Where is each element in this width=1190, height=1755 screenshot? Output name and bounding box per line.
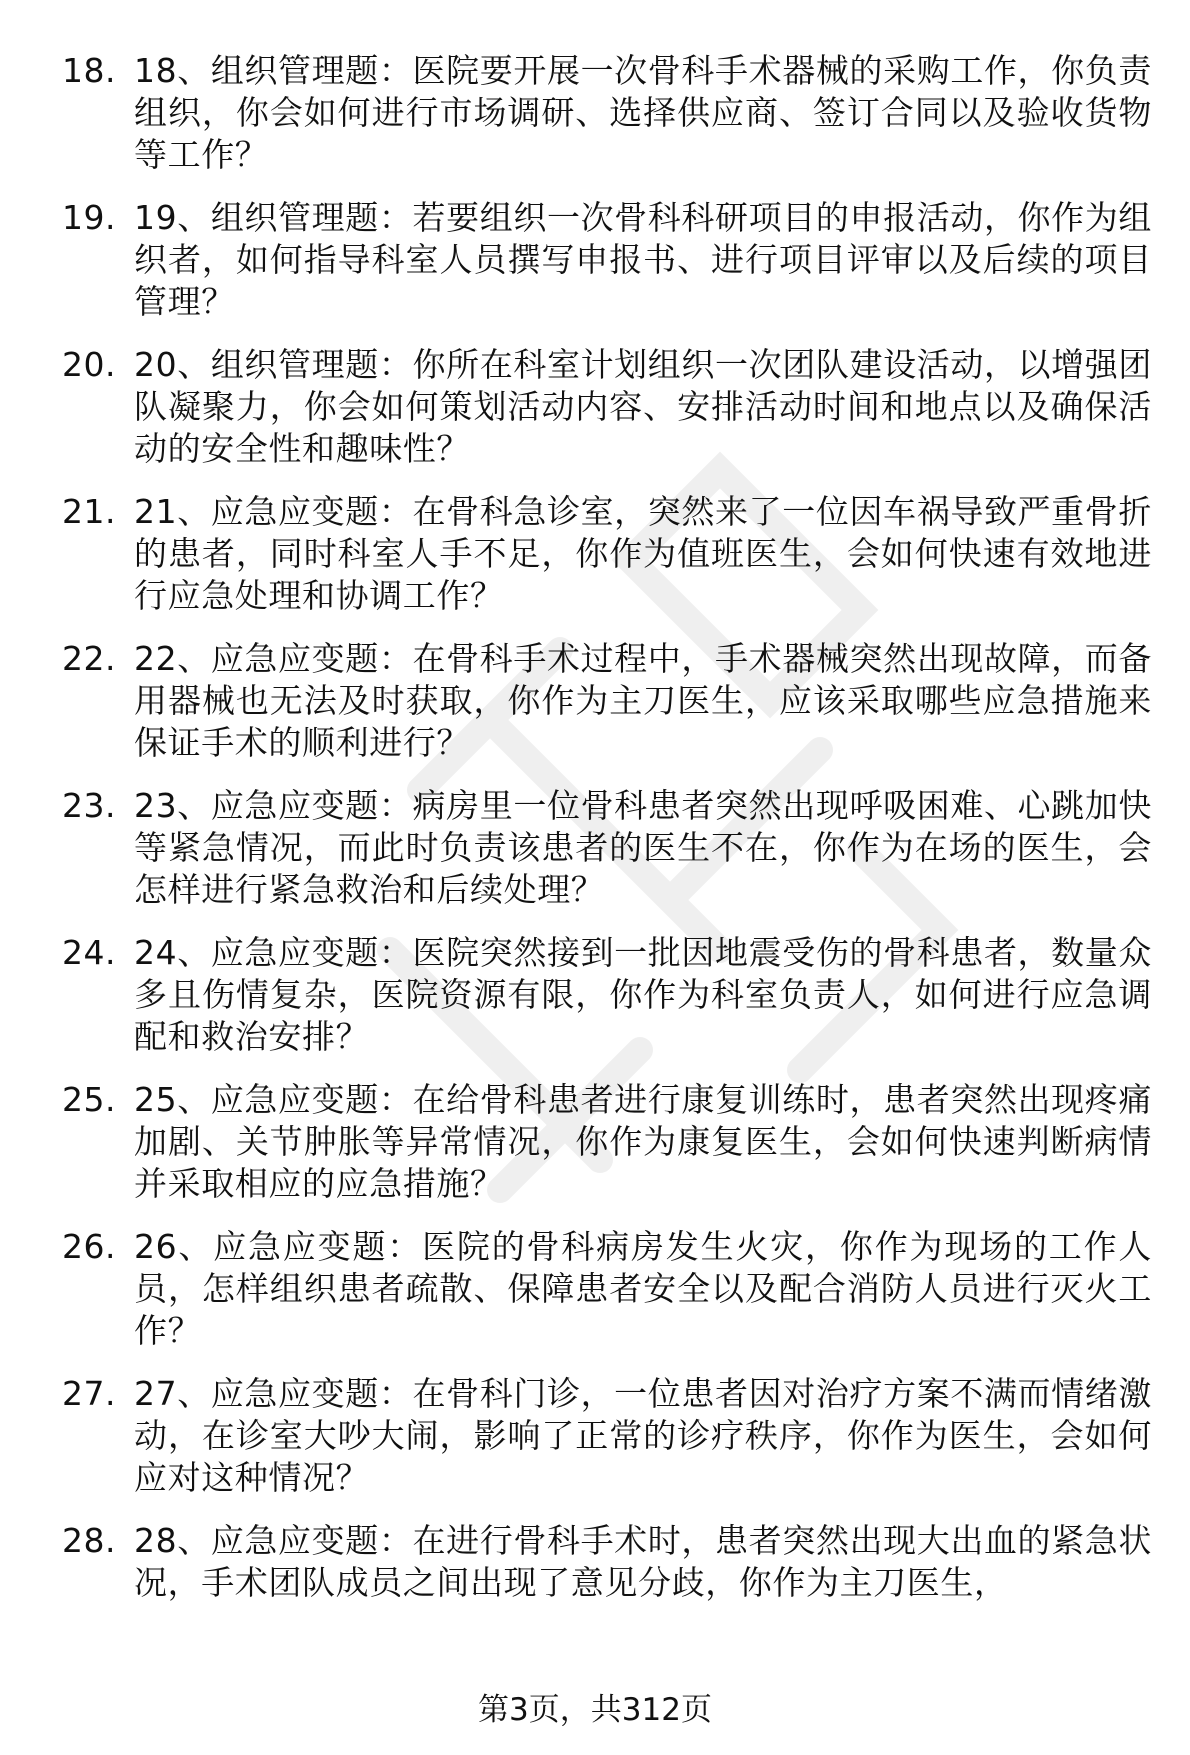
question-item bbox=[62, 491, 1152, 617]
question-item bbox=[62, 197, 1152, 323]
question-item bbox=[62, 785, 1152, 911]
question-number: 19. bbox=[62, 198, 116, 237]
question-text: 23、应急应变题：病房里一位骨科患者突然出现呼吸困难、心跳加快等紧急情况，而此时负责该患者的医生不在，你作为在场的医生，会怎样进行紧急救治和后续处理？ bbox=[134, 786, 1152, 909]
question-item bbox=[62, 638, 1152, 764]
question-item bbox=[62, 1373, 1152, 1499]
question-item bbox=[62, 932, 1152, 1058]
question-text: 19、组织管理题：若要组织一次骨科科研项目的申报活动，你作为组织者，如何指导科室人员撰写申报书、进行项目评审以及后续的项目管理？ bbox=[134, 198, 1152, 321]
question-number: 22. bbox=[62, 639, 116, 678]
question-number: 27. bbox=[62, 1374, 116, 1413]
question-number: 25. bbox=[62, 1080, 116, 1119]
question-item bbox=[62, 1226, 1152, 1352]
question-text: 20、组织管理题：你所在科室计划组织一次团队建设活动，以增强团队凝聚力，你会如何策划活动内容、安排活动时间和地点以及确保活动的安全性和趣味性？ bbox=[134, 345, 1152, 468]
question-number: 26. bbox=[62, 1227, 116, 1266]
question-text: 22、应急应变题：在骨科手术过程中，手术器械突然出现故障，而备用器械也无法及时获取，你作为主刀医生，应该采取哪些应急措施来保证手术的顺利进行？ bbox=[134, 639, 1152, 762]
question-item bbox=[62, 1520, 1152, 1604]
question-text: 18、组织管理题：医院要开展一次骨科手术器械的采购工作，你负责组织，你会如何进行市场调研、选择供应商、签订合同以及验收货物等工作？ bbox=[134, 51, 1152, 174]
question-number: 20. bbox=[62, 345, 116, 384]
question-number: 28. bbox=[62, 1521, 116, 1560]
question-text: 24、应急应变题：医院突然接到一批因地震受伤的骨科患者，数量众多且伤情复杂，医院资源有限，你作为科室负责人，如何进行应急调配和救治安排？ bbox=[134, 933, 1152, 1056]
question-number: 23. bbox=[62, 786, 116, 825]
question-number: 21. bbox=[62, 492, 116, 531]
question-list bbox=[62, 50, 1152, 1625]
question-text: 25、应急应变题：在给骨科患者进行康复训练时，患者突然出现疼痛加剧、关节肿胀等异常情况，你作为康复医生，会如何快速判断病情并采取相应的应急措施？ bbox=[134, 1080, 1152, 1203]
question-item bbox=[62, 50, 1152, 176]
question-number: 18. bbox=[62, 51, 116, 90]
question-text: 21、应急应变题：在骨科急诊室，突然来了一位因车祸导致严重骨折的患者，同时科室人手不足，你作为值班医生，会如何快速有效地进行应急处理和协调工作？ bbox=[134, 492, 1152, 615]
question-item bbox=[62, 344, 1152, 470]
question-text: 26、应急应变题：医院的骨科病房发生火灾，你作为现场的工作人员，怎样组织患者疏散、保障患者安全以及配合消防人员进行灭火工作？ bbox=[134, 1227, 1152, 1350]
question-item bbox=[62, 1079, 1152, 1205]
question-text: 28、应急应变题：在进行骨科手术时，患者突然出现大出血的紧急状况，手术团队成员之间出现了意见分歧，你作为主刀医生， bbox=[134, 1521, 1152, 1602]
question-text: 27、应急应变题：在骨科门诊，一位患者因对治疗方案不满而情绪激动，在诊室大吵大闹，影响了正常的诊疗秩序，你作为医生，会如何应对这种情况？ bbox=[134, 1374, 1152, 1497]
question-number: 24. bbox=[62, 933, 116, 972]
page-footer bbox=[0, 1690, 1190, 1730]
page-number-label: 第3页，共312页 bbox=[478, 1692, 712, 1728]
